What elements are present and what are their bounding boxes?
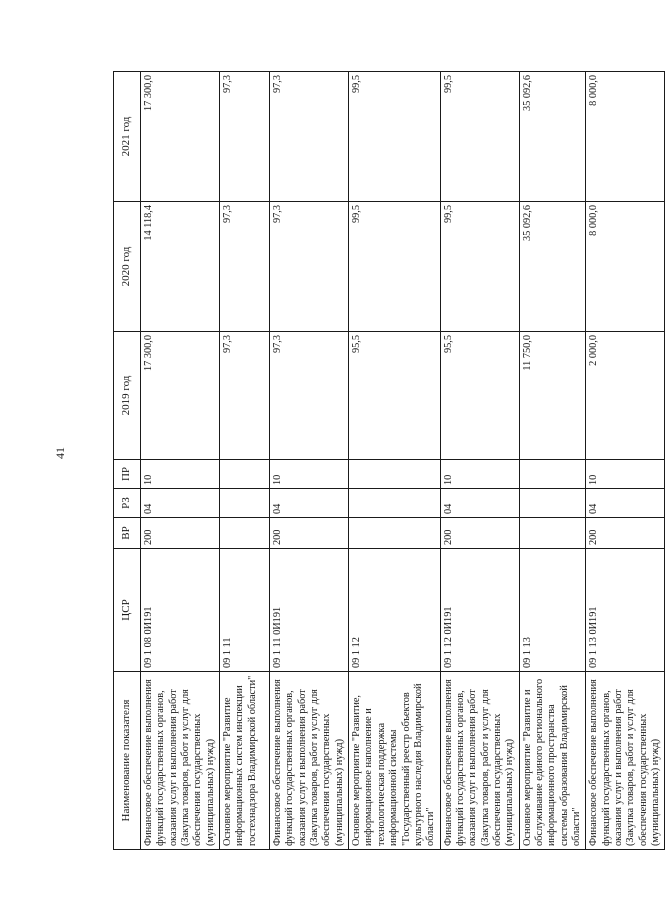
header-2020: 2020 год — [114, 202, 141, 332]
cell-rz: 04 — [440, 489, 519, 518]
cell-pr — [519, 460, 586, 489]
cell-2020: 99,5 — [440, 202, 519, 332]
cell-2020: 14 118,4 — [141, 202, 220, 332]
header-2021: 2021 год — [114, 72, 141, 202]
cell-csr: 09 1 11 0И191 — [270, 549, 349, 672]
table-row — [349, 72, 440, 850]
cell-2020: 99,5 — [349, 202, 440, 332]
cell-vr: 200 — [270, 518, 349, 549]
cell-name: Основное мероприятие "Развитие информационных систем инспекции гостехнадзора Владимирской области" — [220, 672, 270, 850]
cell-csr: 09 1 12 0И191 — [440, 549, 519, 672]
cell-rz: 04 — [586, 489, 665, 518]
cell-2021: 99,5 — [349, 72, 440, 202]
cell-2020: 97,3 — [270, 202, 349, 332]
table-row — [220, 72, 270, 850]
cell-2019: 17 300,0 — [141, 332, 220, 460]
cell-vr: 200 — [141, 518, 220, 549]
table-row — [586, 72, 665, 850]
table-header-row — [114, 72, 141, 850]
cell-csr: 09 1 12 — [349, 549, 440, 672]
cell-name: Финансовое обеспечение выполнения функций государственных органов, оказания услуг и выполнения работ (Закупка товаров, работ и услуг для обеспечения государственных (муниципальных) нужд) — [270, 672, 349, 850]
cell-rz — [349, 489, 440, 518]
cell-2020: 35 092,6 — [519, 202, 586, 332]
cell-csr: 09 1 08 0И191 — [141, 549, 220, 672]
cell-2021: 97,3 — [220, 72, 270, 202]
cell-rz: 04 — [141, 489, 220, 518]
cell-pr — [349, 460, 440, 489]
cell-vr: 200 — [586, 518, 665, 549]
header-pr: ПР — [114, 460, 141, 489]
cell-pr: 10 — [270, 460, 349, 489]
cell-2019: 97,3 — [270, 332, 349, 460]
table-row — [440, 72, 519, 850]
cell-vr — [349, 518, 440, 549]
cell-pr: 10 — [440, 460, 519, 489]
cell-name: Финансовое обеспечение выполнения функций государственных органов, оказания услуг и выполнения работ (Закупка товаров, работ и услуг для обеспечения государственных (муниципальных) нужд) — [586, 672, 665, 850]
cell-rz — [519, 489, 586, 518]
cell-csr: 09 1 11 — [220, 549, 270, 672]
header-indicator-name: Наименование показателя — [114, 672, 141, 850]
header-csr: ЦСР — [114, 549, 141, 672]
cell-name: Основное мероприятие "Развитие и обслуживание единого регионального информационного пространства системы образования Владимирской области" — [519, 672, 586, 850]
cell-2020: 97,3 — [220, 202, 270, 332]
cell-2021: 35 092,6 — [519, 72, 586, 202]
cell-2019: 2 000,0 — [586, 332, 665, 460]
cell-vr — [519, 518, 586, 549]
table-row — [270, 72, 349, 850]
cell-pr: 10 — [586, 460, 665, 489]
cell-2019: 11 750,0 — [519, 332, 586, 460]
cell-2020: 8 000,0 — [586, 202, 665, 332]
cell-pr — [220, 460, 270, 489]
table-row — [141, 72, 220, 850]
cell-name: Основное мероприятие "Развитие, информационное наполнение и технологическая поддержка информационной системы "Государственный реестр объектов культурного наследия Владимирской области" — [349, 672, 440, 850]
cell-vr — [220, 518, 270, 549]
cell-csr: 09 1 13 — [519, 549, 586, 672]
header-rz: РЗ — [114, 489, 141, 518]
cell-2021: 17 300,0 — [141, 72, 220, 202]
cell-name: Финансовое обеспечение выполнения функций государственных органов, оказания услуг и выполнения работ (Закупка товаров, работ и услуг для обеспечения государственных (муниципальных) нужд) — [440, 672, 519, 850]
header-2019: 2019 год — [114, 332, 141, 460]
header-vr: ВР — [114, 518, 141, 549]
cell-pr: 10 — [141, 460, 220, 489]
cell-2021: 99,5 — [440, 72, 519, 202]
cell-name: Финансовое обеспечение выполнения функций государственных органов, оказания услуг и выполнения работ (Закупка товаров, работ и услуг для обеспечения государственных (муниципальных) нужд) — [141, 672, 220, 850]
page-number: 41 — [53, 447, 67, 459]
budget-table — [113, 71, 665, 850]
cell-csr: 09 1 13 0И191 — [586, 549, 665, 672]
cell-2019: 97,3 — [220, 332, 270, 460]
cell-vr: 200 — [440, 518, 519, 549]
cell-2019: 95,5 — [349, 332, 440, 460]
rotated-table-wrapper — [113, 72, 662, 850]
cell-2019: 95,5 — [440, 332, 519, 460]
cell-2021: 8 000,0 — [586, 72, 665, 202]
cell-2021: 97,3 — [270, 72, 349, 202]
cell-rz — [220, 489, 270, 518]
table-row — [519, 72, 586, 850]
cell-rz: 04 — [270, 489, 349, 518]
